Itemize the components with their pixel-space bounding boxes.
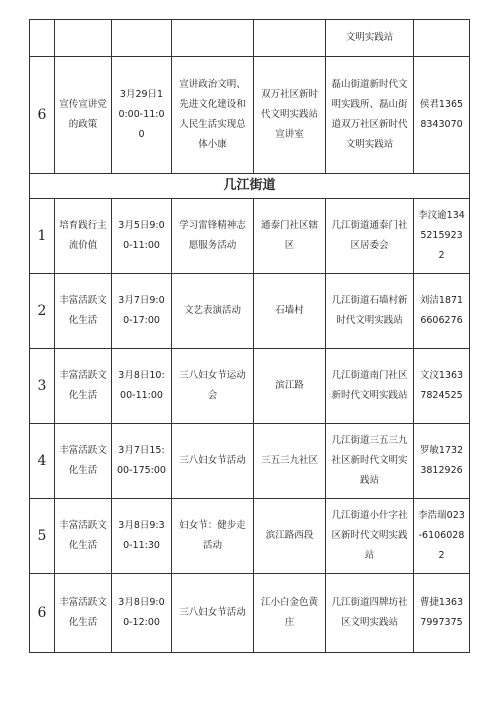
time-cell: 3月29日10:00-11:00 [112, 57, 172, 174]
table-row [30, 20, 470, 57]
theme-cell: 宣传宣讲党的政策 [55, 57, 112, 174]
table-row [30, 199, 470, 274]
content-cell: 三八妇女节活动 [172, 424, 254, 499]
no-cell: 4 [30, 424, 55, 499]
contact-cell [414, 20, 470, 57]
content-cell: 文艺表演活动 [172, 274, 254, 349]
organizer-cell: 几江街道石墙村新时代文明实践站 [326, 274, 414, 349]
theme-cell: 丰富活跃文化生活 [55, 424, 112, 499]
no-cell: 6 [30, 574, 55, 653]
contact-cell: 刘洁18716606276 [414, 274, 470, 349]
time-cell [112, 20, 172, 57]
location-cell: 双万社区新时代文明实践站宣讲室 [254, 57, 326, 174]
no-cell: 2 [30, 274, 55, 349]
theme-cell: 丰富活跃文化生活 [55, 349, 112, 424]
time-cell: 3月7日15:00-175:00 [112, 424, 172, 499]
table-row [30, 349, 470, 424]
contact-cell: 李汶逾13452159232 [414, 199, 470, 274]
location-cell: 滨江路西段 [254, 499, 326, 574]
location-cell: 三五三九社区 [254, 424, 326, 499]
content-cell: 妇女节：健步走活动 [172, 499, 254, 574]
organizer-cell: 几江街道南门社区新时代文明实践站 [326, 349, 414, 424]
no-cell: 3 [30, 349, 55, 424]
table-row [30, 574, 470, 653]
table-row [30, 57, 470, 174]
section-title: 几江街道 [30, 174, 470, 199]
location-cell: 石墙村 [254, 274, 326, 349]
theme-cell: 丰富活跃文化生活 [55, 274, 112, 349]
time-cell: 3月8日10:00-11:00 [112, 349, 172, 424]
organizer-cell: 几江街道通泰门社区居委会 [326, 199, 414, 274]
location-cell: 通泰门社区辖区 [254, 199, 326, 274]
contact-cell: 曹捷13637997375 [414, 574, 470, 653]
theme-cell: 丰富活跃文化生活 [55, 499, 112, 574]
time-cell: 3月8日9:30-11:30 [112, 499, 172, 574]
organizer-cell: 几江街道三五三九社区新时代文明实践站 [326, 424, 414, 499]
content-cell: 三八妇女节运动会 [172, 349, 254, 424]
location-cell [254, 20, 326, 57]
section-header-row [30, 174, 470, 199]
no-cell: 1 [30, 199, 55, 274]
time-cell: 3月7日9:00-17:00 [112, 274, 172, 349]
time-cell: 3月8日9:00-12:00 [112, 574, 172, 653]
content-cell: 学习雷锋精神志愿服务活动 [172, 199, 254, 274]
no-cell [30, 20, 55, 57]
location-cell: 滨江路 [254, 349, 326, 424]
no-cell: 5 [30, 499, 55, 574]
no-cell: 6 [30, 57, 55, 174]
activity-schedule-table [29, 19, 470, 653]
organizer-cell: 文明实践站 [326, 20, 414, 57]
content-cell [172, 20, 254, 57]
location-cell: 江小白金色黄庄 [254, 574, 326, 653]
organizer-cell: 磊山街道新时代文明实践所、磊山街道双万社区新时代文明实践站 [326, 57, 414, 174]
table-row [30, 274, 470, 349]
theme-cell: 培育践行主流价值 [55, 199, 112, 274]
table-row [30, 499, 470, 574]
contact-cell: 文汶13637824525 [414, 349, 470, 424]
contact-cell: 罗敏17323812926 [414, 424, 470, 499]
organizer-cell: 几江街道小什字社区新时代文明实践站 [326, 499, 414, 574]
organizer-cell: 几江街道四牌坊社区文明实践站 [326, 574, 414, 653]
theme-cell [55, 20, 112, 57]
contact-cell: 李浩瑞023-61060282 [414, 499, 470, 574]
table-row [30, 424, 470, 499]
time-cell: 3月5日9:00-11:00 [112, 199, 172, 274]
content-cell: 三八妇女节活动 [172, 574, 254, 653]
content-cell: 宣讲政治文明、先进文化建设和人民生活实现总体小康 [172, 57, 254, 174]
contact-cell: 侯君13658343070 [414, 57, 470, 174]
theme-cell: 丰富活跃文化生活 [55, 574, 112, 653]
